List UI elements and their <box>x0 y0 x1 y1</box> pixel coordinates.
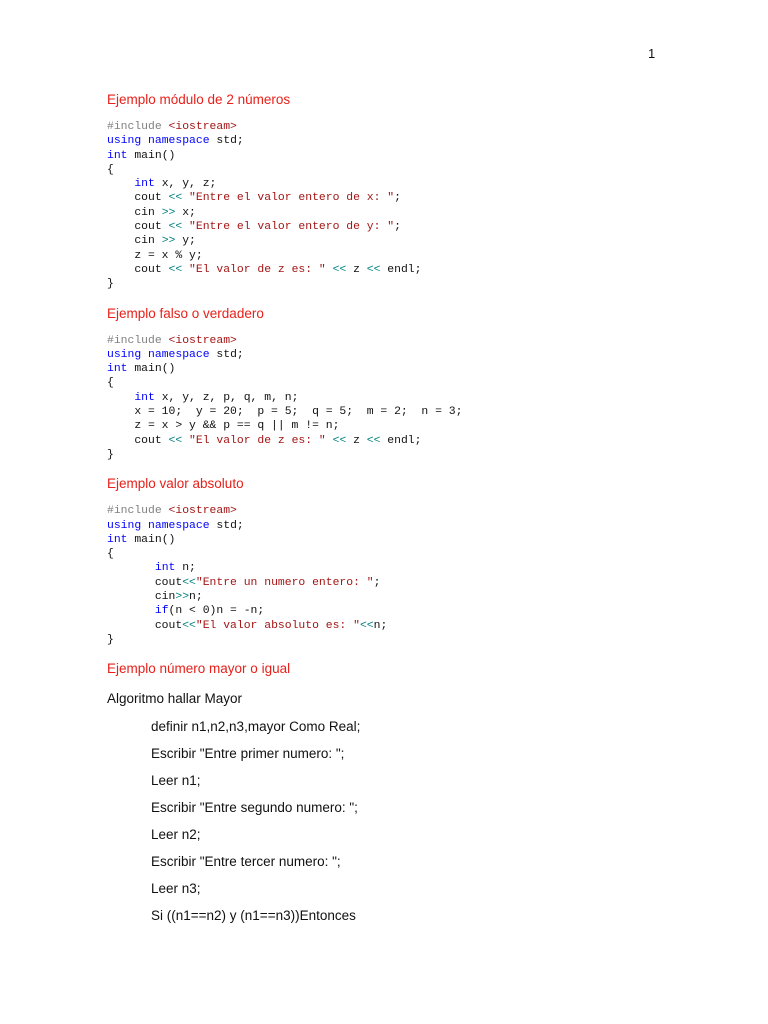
code-line: #include <iostream> <box>107 121 237 133</box>
code-block <box>107 504 707 647</box>
code-line: int x, y, z, p, q, m, n; <box>134 391 299 404</box>
algorithm-line: Escribir "Entre tercer numero: "; <box>151 854 341 870</box>
section-mayor-igual <box>107 659 707 926</box>
algorithm-line: Leer n3; <box>151 881 201 897</box>
code-line: z = x % y; <box>107 249 203 262</box>
code-line: { <box>107 548 114 561</box>
code-line: if(n < 0)n = -n; <box>154 605 265 618</box>
code-line: { <box>107 377 114 390</box>
code-line: using namespace std; <box>107 135 244 148</box>
section-heading: Ejemplo falso o verdadero <box>107 305 264 321</box>
code-line: cout << "Entre el valor entero de x: "; <box>107 192 401 205</box>
document-body <box>107 90 707 926</box>
code-line: cout << "El valor de z es: " << z << endl; <box>107 263 422 276</box>
code-line: using namespace std; <box>107 348 244 361</box>
code-line: cout<<"El valor absoluto es: "<<n; <box>107 619 388 632</box>
section-heading: Ejemplo valor absoluto <box>107 476 244 492</box>
section-modulo <box>107 90 707 304</box>
code-line: x = 10; y = 20; p = 5; q = 5; m = 2; n = 3; <box>107 406 463 419</box>
code-block <box>107 120 707 292</box>
code-line: int x, y, z; <box>134 178 217 191</box>
code-line: cin>>n; <box>107 591 203 604</box>
algorithm-line: Leer n2; <box>151 827 201 843</box>
code-line: cout << "El valor de z es: " << z << endl; <box>107 434 422 447</box>
code-line: int main() <box>107 533 176 546</box>
section-heading: Ejemplo número mayor o igual <box>107 661 291 677</box>
code-line: #include <iostream> <box>107 334 237 347</box>
section-heading: Ejemplo módulo de 2 números <box>107 92 291 107</box>
page-number: 1 <box>648 46 656 61</box>
code-line: cin >> x; <box>107 206 196 219</box>
code-line: int n; <box>154 562 196 575</box>
algorithm-line: Escribir "Entre primer numero: "; <box>151 746 345 762</box>
algorithm-line: Si ((n1==n2) y (n1==n3))Entonces <box>151 908 356 924</box>
section-valor-absoluto <box>107 474 707 659</box>
code-line: { <box>107 163 114 176</box>
code-line: int main() <box>107 149 176 162</box>
algorithm-line: Leer n1; <box>151 773 201 789</box>
section-falso-verdadero <box>107 304 707 475</box>
code-block <box>107 334 707 463</box>
algorithm-lines <box>107 717 707 926</box>
code-line: } <box>107 278 114 291</box>
code-line: cout << "Entre el valor entero de y: "; <box>107 221 401 234</box>
code-line: cout<<"Entre un numero entero: "; <box>107 576 381 589</box>
code-line: } <box>107 633 114 646</box>
algorithm-line: definir n1,n2,n3,mayor Como Real; <box>151 719 361 735</box>
code-line: using namespace std; <box>107 519 244 532</box>
code-line: } <box>107 448 114 461</box>
algorithm-line: Escribir "Entre segundo numero: "; <box>151 800 358 816</box>
algorithm-title: Algoritmo hallar Mayor <box>107 691 243 707</box>
code-line: z = x > y && p == q || m != n; <box>107 420 340 433</box>
code-line: cin >> y; <box>107 235 196 248</box>
code-line: int main() <box>107 363 176 376</box>
code-line: #include <iostream> <box>107 505 237 518</box>
